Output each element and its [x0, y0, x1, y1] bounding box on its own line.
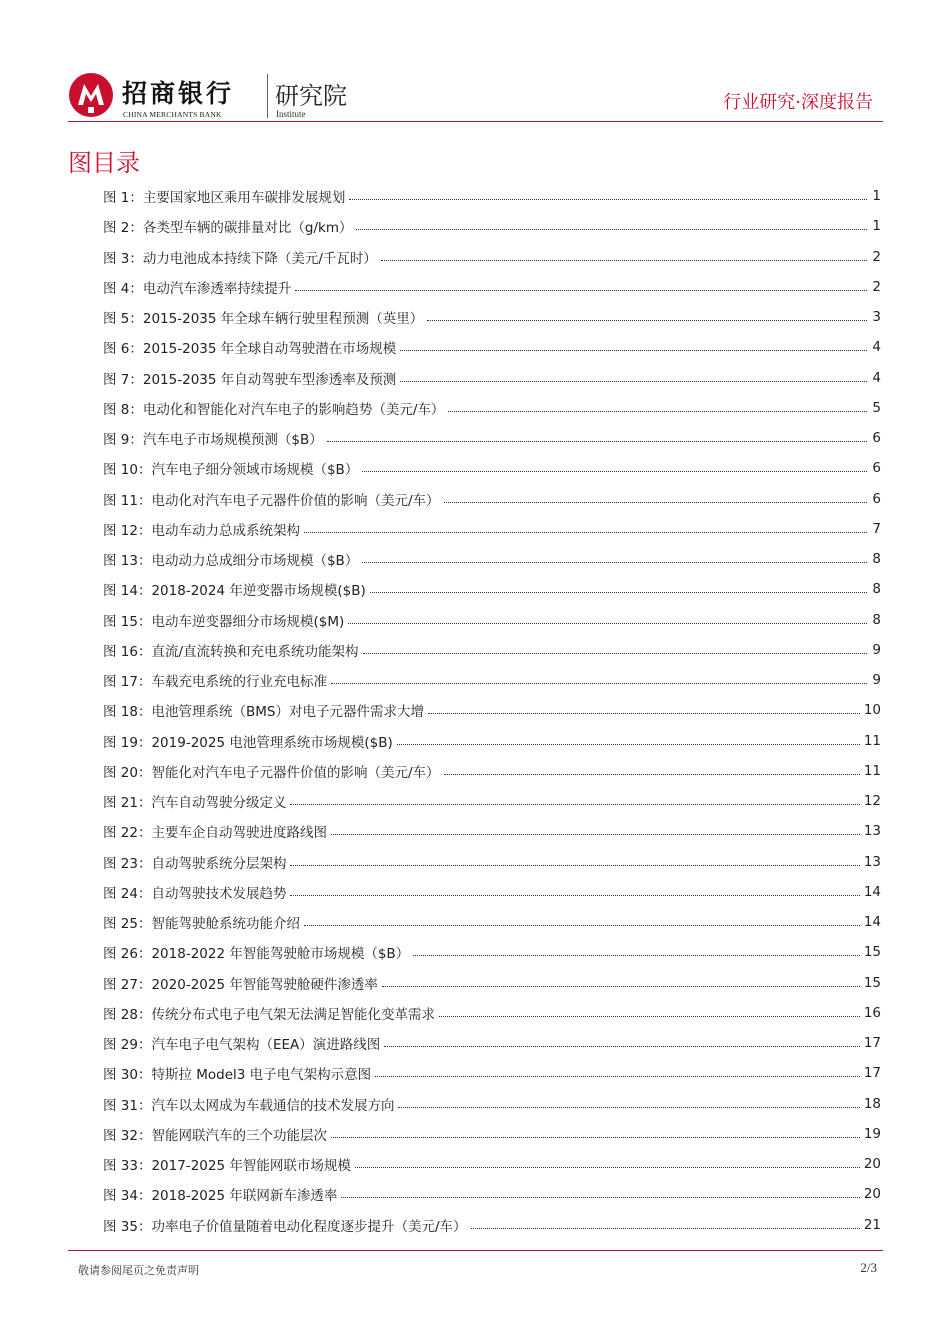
toc-entry[interactable] — [103, 695, 881, 725]
toc-entry-label[interactable]: 图 23：自动驾驶系统分层架构 — [103, 855, 287, 872]
toc-entry-label[interactable]: 图 19：2019-2025 电池管理系统市场规模($B) — [103, 734, 393, 751]
toc-entry-page[interactable]: 6 — [872, 430, 881, 447]
toc-dot-leader — [428, 712, 860, 714]
toc-entry-page[interactable]: 13 — [863, 853, 881, 870]
toc-entry[interactable] — [103, 1028, 881, 1058]
toc-entry-page[interactable]: 11 — [863, 732, 881, 749]
toc-entry[interactable] — [103, 211, 881, 241]
toc-entry-page[interactable]: 18 — [863, 1095, 881, 1112]
toc-dot-leader — [363, 652, 867, 654]
toc-entry-label[interactable]: 图 11：电动化对汽车电子元器件价值的影响（美元/车） — [103, 492, 440, 509]
toc-entry[interactable] — [103, 363, 881, 393]
toc-entry-page[interactable]: 5 — [872, 399, 881, 416]
toc-dot-leader — [382, 985, 860, 987]
toc-entry[interactable] — [103, 544, 881, 574]
toc-entry[interactable] — [103, 877, 881, 907]
toc-dot-leader — [327, 440, 867, 442]
toc-dot-leader — [400, 349, 867, 351]
toc-dot-leader — [349, 198, 867, 200]
toc-dot-leader — [295, 289, 867, 291]
footer-divider — [68, 1250, 883, 1251]
toc-entry-label[interactable]: 图 18：电池管理系统（BMS）对电子元器件需求大增 — [103, 704, 424, 721]
toc-dot-leader — [439, 1015, 860, 1017]
toc-entry-label[interactable]: 图 13：电动动力总成细分市场规模（$B） — [103, 553, 359, 570]
toc-entry-label[interactable]: 图 25：智能驾驶舱系统功能介绍 — [103, 916, 300, 933]
toc-dot-leader — [331, 1136, 860, 1138]
toc-entry-page[interactable]: 1 — [872, 188, 881, 205]
toc-entry-label[interactable]: 图 22：主要车企自动驾驶进度路线图 — [103, 825, 327, 842]
toc-entry[interactable] — [103, 181, 881, 211]
toc-entry-page[interactable]: 8 — [872, 581, 881, 598]
toc-entry-label[interactable]: 图 1：主要国家地区乘用车碳排发展规划 — [103, 190, 346, 207]
toc-dot-leader — [304, 924, 860, 926]
toc-dot-leader — [397, 743, 860, 745]
toc-entry[interactable] — [103, 1119, 881, 1149]
toc-dot-leader — [341, 1196, 859, 1198]
footer-disclaimer: 敬请参阅尾页之免责声明 — [78, 1264, 199, 1277]
toc-entry-label[interactable]: 图 31：汽车以太网成为车载通信的技术发展方向 — [103, 1097, 395, 1114]
toc-entry-label[interactable]: 图 26：2018-2022 年智能驾驶舱市场规模（$B） — [103, 946, 410, 963]
toc-entry-label[interactable]: 图 29：汽车电子电气架构（EEA）演进路线图 — [103, 1037, 381, 1054]
toc-entry[interactable] — [103, 968, 881, 998]
toc-entry[interactable] — [103, 484, 881, 514]
toc-entry[interactable] — [103, 756, 881, 786]
institute-name-en: Institute — [276, 109, 306, 119]
toc-entry-label[interactable]: 图 20：智能化对汽车电子元器件价值的影响（美元/车） — [103, 764, 440, 781]
toc-entry-label[interactable]: 图 34：2018-2025 年联网新车渗透率 — [103, 1188, 338, 1205]
toc-entry-label[interactable]: 图 16：直流/直流转换和充电系统功能架构 — [103, 643, 359, 660]
toc-entry[interactable] — [103, 726, 881, 756]
toc-entry-page[interactable]: 20 — [863, 1156, 881, 1173]
toc-entry-label[interactable]: 图 21：汽车自动驾驶分级定义 — [103, 795, 287, 812]
brand-divider — [267, 74, 268, 118]
toc-entry-label[interactable]: 图 33：2017-2025 年智能网联市场规模 — [103, 1158, 351, 1175]
toc-entry-page[interactable]: 12 — [863, 793, 881, 810]
toc-entry-page[interactable]: 8 — [872, 611, 881, 628]
toc-entry-page[interactable]: 16 — [863, 1004, 881, 1021]
toc-entry-page[interactable]: 15 — [863, 974, 881, 991]
toc-dot-leader — [356, 228, 867, 230]
toc-entry[interactable] — [103, 1149, 881, 1179]
toc-entry[interactable] — [103, 453, 881, 483]
toc-entry[interactable] — [103, 332, 881, 362]
toc-dot-leader — [427, 319, 867, 321]
toc-dot-leader — [400, 380, 867, 382]
toc-entry[interactable] — [103, 272, 881, 302]
toc-entry-page[interactable]: 1 — [872, 218, 881, 235]
toc-entry-label[interactable]: 图 12：电动车动力总成系统架构 — [103, 522, 300, 539]
toc-entry[interactable] — [103, 665, 881, 695]
figure-toc-list — [103, 181, 881, 1240]
toc-entry-page[interactable]: 11 — [863, 762, 881, 779]
toc-dot-leader — [444, 501, 867, 503]
toc-entry-label[interactable]: 图 8：电动化和智能化对汽车电子的影响趋势（美元/车） — [103, 401, 445, 418]
toc-dot-leader — [471, 1227, 860, 1229]
toc-entry-label[interactable]: 图 2：各类型车辆的碳排量对比（g/km） — [103, 220, 353, 237]
institute-name-cn: 研究院 — [275, 82, 347, 110]
toc-entry-page[interactable]: 4 — [872, 369, 881, 386]
toc-entry-page[interactable]: 7 — [872, 520, 881, 537]
toc-entry[interactable] — [103, 574, 881, 604]
toc-entry[interactable] — [103, 242, 881, 272]
toc-entry[interactable] — [103, 1089, 881, 1119]
toc-entry-page[interactable]: 15 — [863, 944, 881, 961]
toc-entry-label[interactable]: 图 5：2015-2035 年全球车辆行驶里程预测（英里） — [103, 311, 424, 328]
toc-dot-leader — [290, 803, 859, 805]
toc-entry-page[interactable]: 9 — [872, 672, 881, 689]
toc-entry-label[interactable]: 图 9：汽车电子市场规模预测（$B） — [103, 432, 323, 449]
toc-dot-leader — [331, 833, 860, 835]
toc-entry-page[interactable]: 4 — [872, 339, 881, 356]
toc-dot-leader — [448, 410, 867, 412]
toc-entry-page[interactable]: 9 — [872, 641, 881, 658]
toc-entry-label[interactable]: 图 17：车载充电系统的行业充电标准 — [103, 674, 327, 691]
toc-dot-leader — [355, 1166, 860, 1168]
toc-entry[interactable] — [103, 1210, 881, 1240]
toc-entry[interactable] — [103, 393, 881, 423]
toc-dot-leader — [348, 622, 867, 624]
toc-entry-page[interactable]: 14 — [863, 883, 881, 900]
toc-entry-page[interactable]: 20 — [863, 1186, 881, 1203]
toc-entry-page[interactable]: 6 — [872, 490, 881, 507]
toc-dot-leader — [290, 894, 859, 896]
toc-dot-leader — [362, 470, 867, 472]
toc-entry-label[interactable]: 图 30：特斯拉 Model3 电子电气架构示意图 — [103, 1067, 372, 1084]
brand-name-en: CHINA MERCHANTS BANK — [123, 110, 222, 119]
toc-entry[interactable] — [103, 423, 881, 453]
toc-entry-page[interactable]: 14 — [863, 914, 881, 931]
toc-entry-page[interactable]: 17 — [863, 1035, 881, 1052]
toc-dot-leader — [398, 1106, 859, 1108]
toc-entry-label[interactable]: 图 7：2015-2035 年自动驾驶车型渗透率及预测 — [103, 371, 397, 388]
toc-dot-leader — [381, 259, 867, 261]
cmb-logo-icon — [68, 72, 114, 118]
toc-entry[interactable] — [103, 847, 881, 877]
toc-entry-label[interactable]: 图 28：传统分布式电子电气架无法满足智能化变革需求 — [103, 1006, 435, 1023]
toc-dot-leader — [384, 1045, 860, 1047]
brand-name-cn: 招商银行 — [122, 79, 235, 108]
toc-entry[interactable] — [103, 907, 881, 937]
toc-entry[interactable] — [103, 1058, 881, 1088]
toc-entry-page[interactable]: 2 — [872, 248, 881, 265]
report-type: 行业研究·深度报告 — [723, 92, 873, 113]
toc-entry-label[interactable]: 图 4：电动汽车渗透率持续提升 — [103, 280, 292, 297]
toc-title: 图目录 — [68, 149, 140, 177]
toc-entry-page[interactable]: 19 — [863, 1125, 881, 1142]
toc-entry-label[interactable]: 图 35：功率电子价值量随着电动化程度逐步提升（美元/车） — [103, 1218, 467, 1235]
toc-entry-page[interactable]: 8 — [872, 551, 881, 568]
toc-entry[interactable] — [103, 998, 881, 1028]
toc-entry-label[interactable]: 图 32：智能网联汽车的三个功能层次 — [103, 1127, 327, 1144]
toc-entry-label[interactable]: 图 27：2020-2025 年智能驾驶舱硬件渗透率 — [103, 976, 378, 993]
toc-entry[interactable] — [103, 937, 881, 967]
toc-entry-label[interactable]: 图 15：电动车逆变器细分市场规模($M) — [103, 613, 345, 630]
toc-entry[interactable] — [103, 816, 881, 846]
toc-entry-label[interactable]: 图 24：自动驾驶技术发展趋势 — [103, 885, 287, 902]
toc-entry-label[interactable]: 图 3：动力电池成本持续下降（美元/千瓦时） — [103, 250, 377, 267]
toc-dot-leader — [375, 1075, 860, 1077]
toc-entry[interactable] — [103, 786, 881, 816]
toc-entry-page[interactable]: 17 — [863, 1065, 881, 1082]
page-header — [68, 68, 883, 124]
toc-dot-leader — [444, 773, 860, 775]
toc-entry-page[interactable]: 2 — [872, 278, 881, 295]
header-divider — [68, 121, 883, 122]
toc-entry[interactable] — [103, 302, 881, 332]
toc-dot-leader — [413, 954, 860, 956]
toc-dot-leader — [331, 682, 867, 684]
toc-dot-leader — [304, 531, 867, 533]
toc-entry[interactable] — [103, 514, 881, 544]
toc-entry-page[interactable]: 21 — [863, 1216, 881, 1233]
toc-entry[interactable] — [103, 605, 881, 635]
page-number: 2/3 — [860, 1260, 877, 1275]
toc-entry[interactable] — [103, 1179, 881, 1209]
toc-entry-page[interactable]: 10 — [863, 702, 881, 719]
toc-entry-label[interactable]: 图 14：2018-2024 年逆变器市场规模($B) — [103, 583, 366, 600]
toc-dot-leader — [370, 591, 867, 593]
toc-entry[interactable] — [103, 635, 881, 665]
toc-entry-label[interactable]: 图 6：2015-2035 年全球自动驾驶潜在市场规模 — [103, 341, 397, 358]
toc-entry-label[interactable]: 图 10：汽车电子细分领域市场规模（$B） — [103, 462, 359, 479]
toc-entry-page[interactable]: 13 — [863, 823, 881, 840]
toc-dot-leader — [362, 561, 867, 563]
toc-entry-page[interactable]: 6 — [872, 460, 881, 477]
toc-entry-page[interactable]: 3 — [872, 309, 881, 326]
toc-dot-leader — [290, 864, 859, 866]
